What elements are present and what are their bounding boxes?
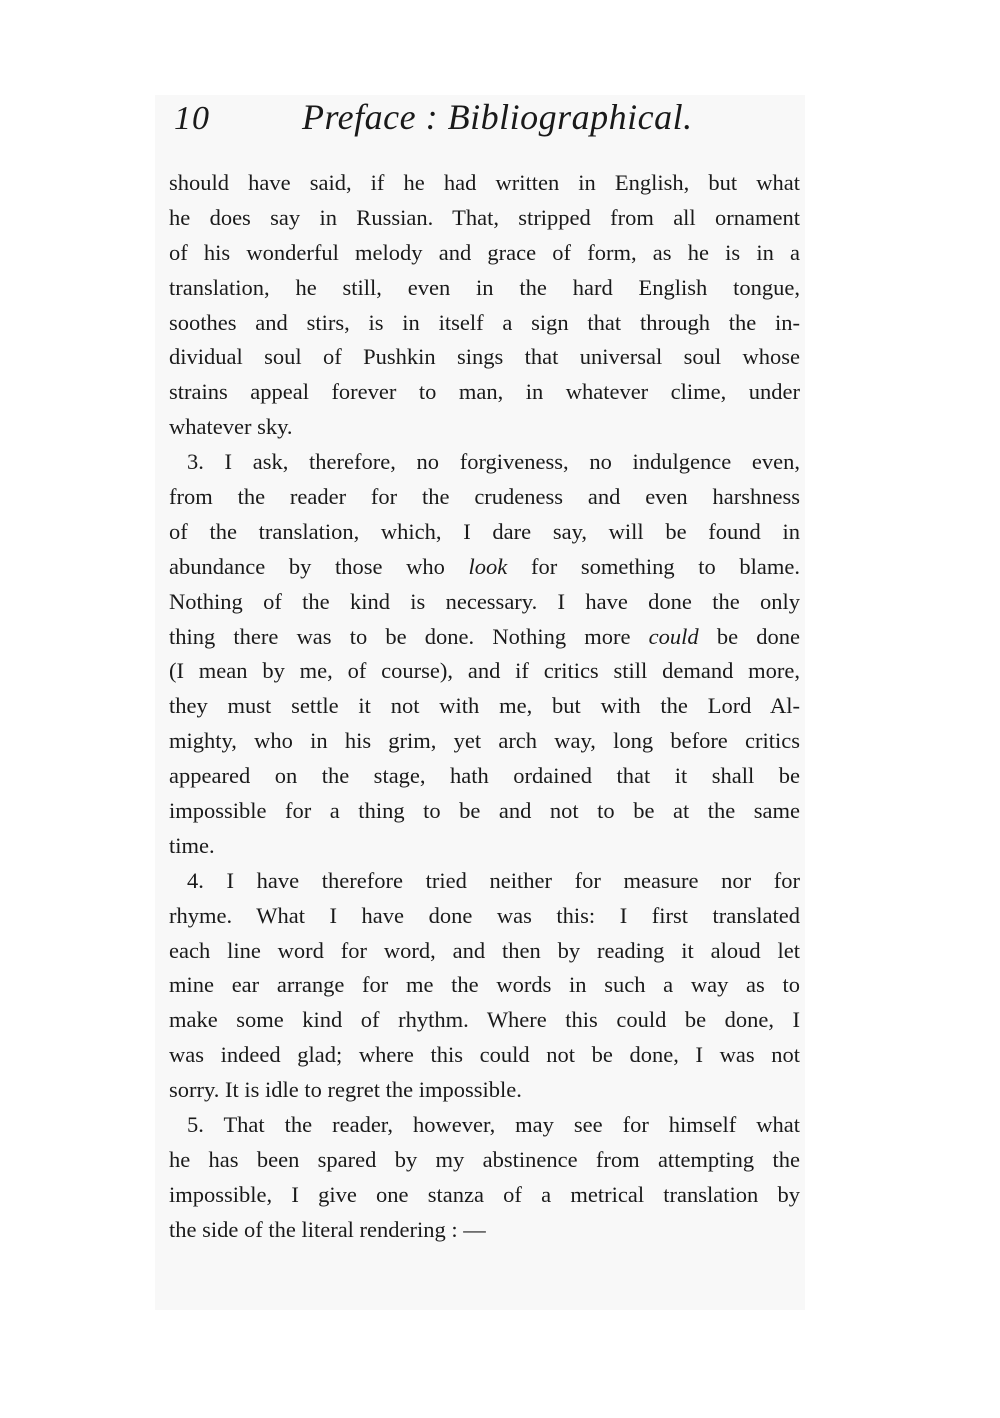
text-line: 3. I ask, therefore, no forgiveness, no indulgence even, (187, 449, 800, 475)
text-line: appeared on the stage, hath ordained that it shall be (169, 763, 800, 789)
text-line: sorry. It is idle to regret the impossible. (169, 1077, 522, 1103)
text-segment: thing there was to be done. Nothing more (169, 623, 649, 649)
text-line: of his wonderful melody and grace of form, as he is in a (169, 239, 800, 265)
text-line: rhyme. What I have done was this: I first translated (169, 902, 800, 928)
text-line: dividual soul of Pushkin sings that universal soul whose (169, 344, 800, 370)
text-line: translation, he still, even in the hard English tongue, (169, 274, 800, 300)
text-line: 5. That the reader, however, may see for himself what (187, 1112, 800, 1138)
text-line: he has been spared by my abstinence from attempting the (169, 1146, 800, 1172)
text-line: 4. I have therefore tried neither for measure nor for (187, 867, 800, 893)
text-line: from the reader for the crudeness and even harshness (169, 484, 800, 510)
text-line: each line word for word, and then by reading it aloud let (169, 937, 800, 963)
text-segment: abundance by those who (169, 553, 469, 579)
italic-word: could (648, 623, 699, 649)
running-title: Preface : Bibliographical. (302, 97, 693, 137)
text-line: should have said, if he had written in English, but what (169, 170, 800, 195)
paragraph (169, 166, 800, 445)
paragraph (169, 864, 800, 1108)
paragraph (169, 1108, 800, 1248)
text-segment: for something to blame. (507, 553, 800, 579)
text-line: time. (169, 832, 215, 858)
text-line: the side of the literal rendering : — (169, 1216, 486, 1242)
text-line: of the translation, which, I dare say, will be found in (169, 518, 800, 544)
text-line (169, 550, 800, 585)
text-line: impossible, I give one stanza of a metrical translation by (169, 1181, 800, 1207)
text-line: strains appeal forever to man, in whatever clime, under (169, 379, 800, 405)
page-header (172, 96, 812, 146)
text-line (169, 620, 800, 655)
text-line: Nothing of the kind is necessary. I have done the only (169, 588, 800, 614)
text-line: make some kind of rhythm. Where this could be done, I (169, 1007, 800, 1033)
page-number: 10 (174, 100, 210, 137)
text-line: mine ear arrange for me the words in such a way as to (169, 972, 800, 998)
text-line: impossible for a thing to be and not to be at the same (169, 798, 800, 824)
text-line: mighty, who in his grim, yet arch way, long before critics (169, 728, 800, 754)
text-line: was indeed glad; where this could not be done, I was not (169, 1042, 800, 1068)
text-line: (I mean by me, of course), and if critics still demand more, (169, 658, 800, 684)
text-segment: be done (698, 623, 800, 649)
text-line: soothes and stirs, is in itself a sign that through the in- (169, 309, 800, 335)
paragraph (169, 445, 800, 864)
text-line: he does say in Russian. That, stripped from all ornament (169, 204, 800, 230)
text-line: whatever sky. (169, 414, 293, 440)
body-text (169, 166, 800, 1248)
text-line: they must settle it not with me, but with the Lord Al- (169, 693, 800, 719)
italic-word: look (468, 553, 508, 579)
